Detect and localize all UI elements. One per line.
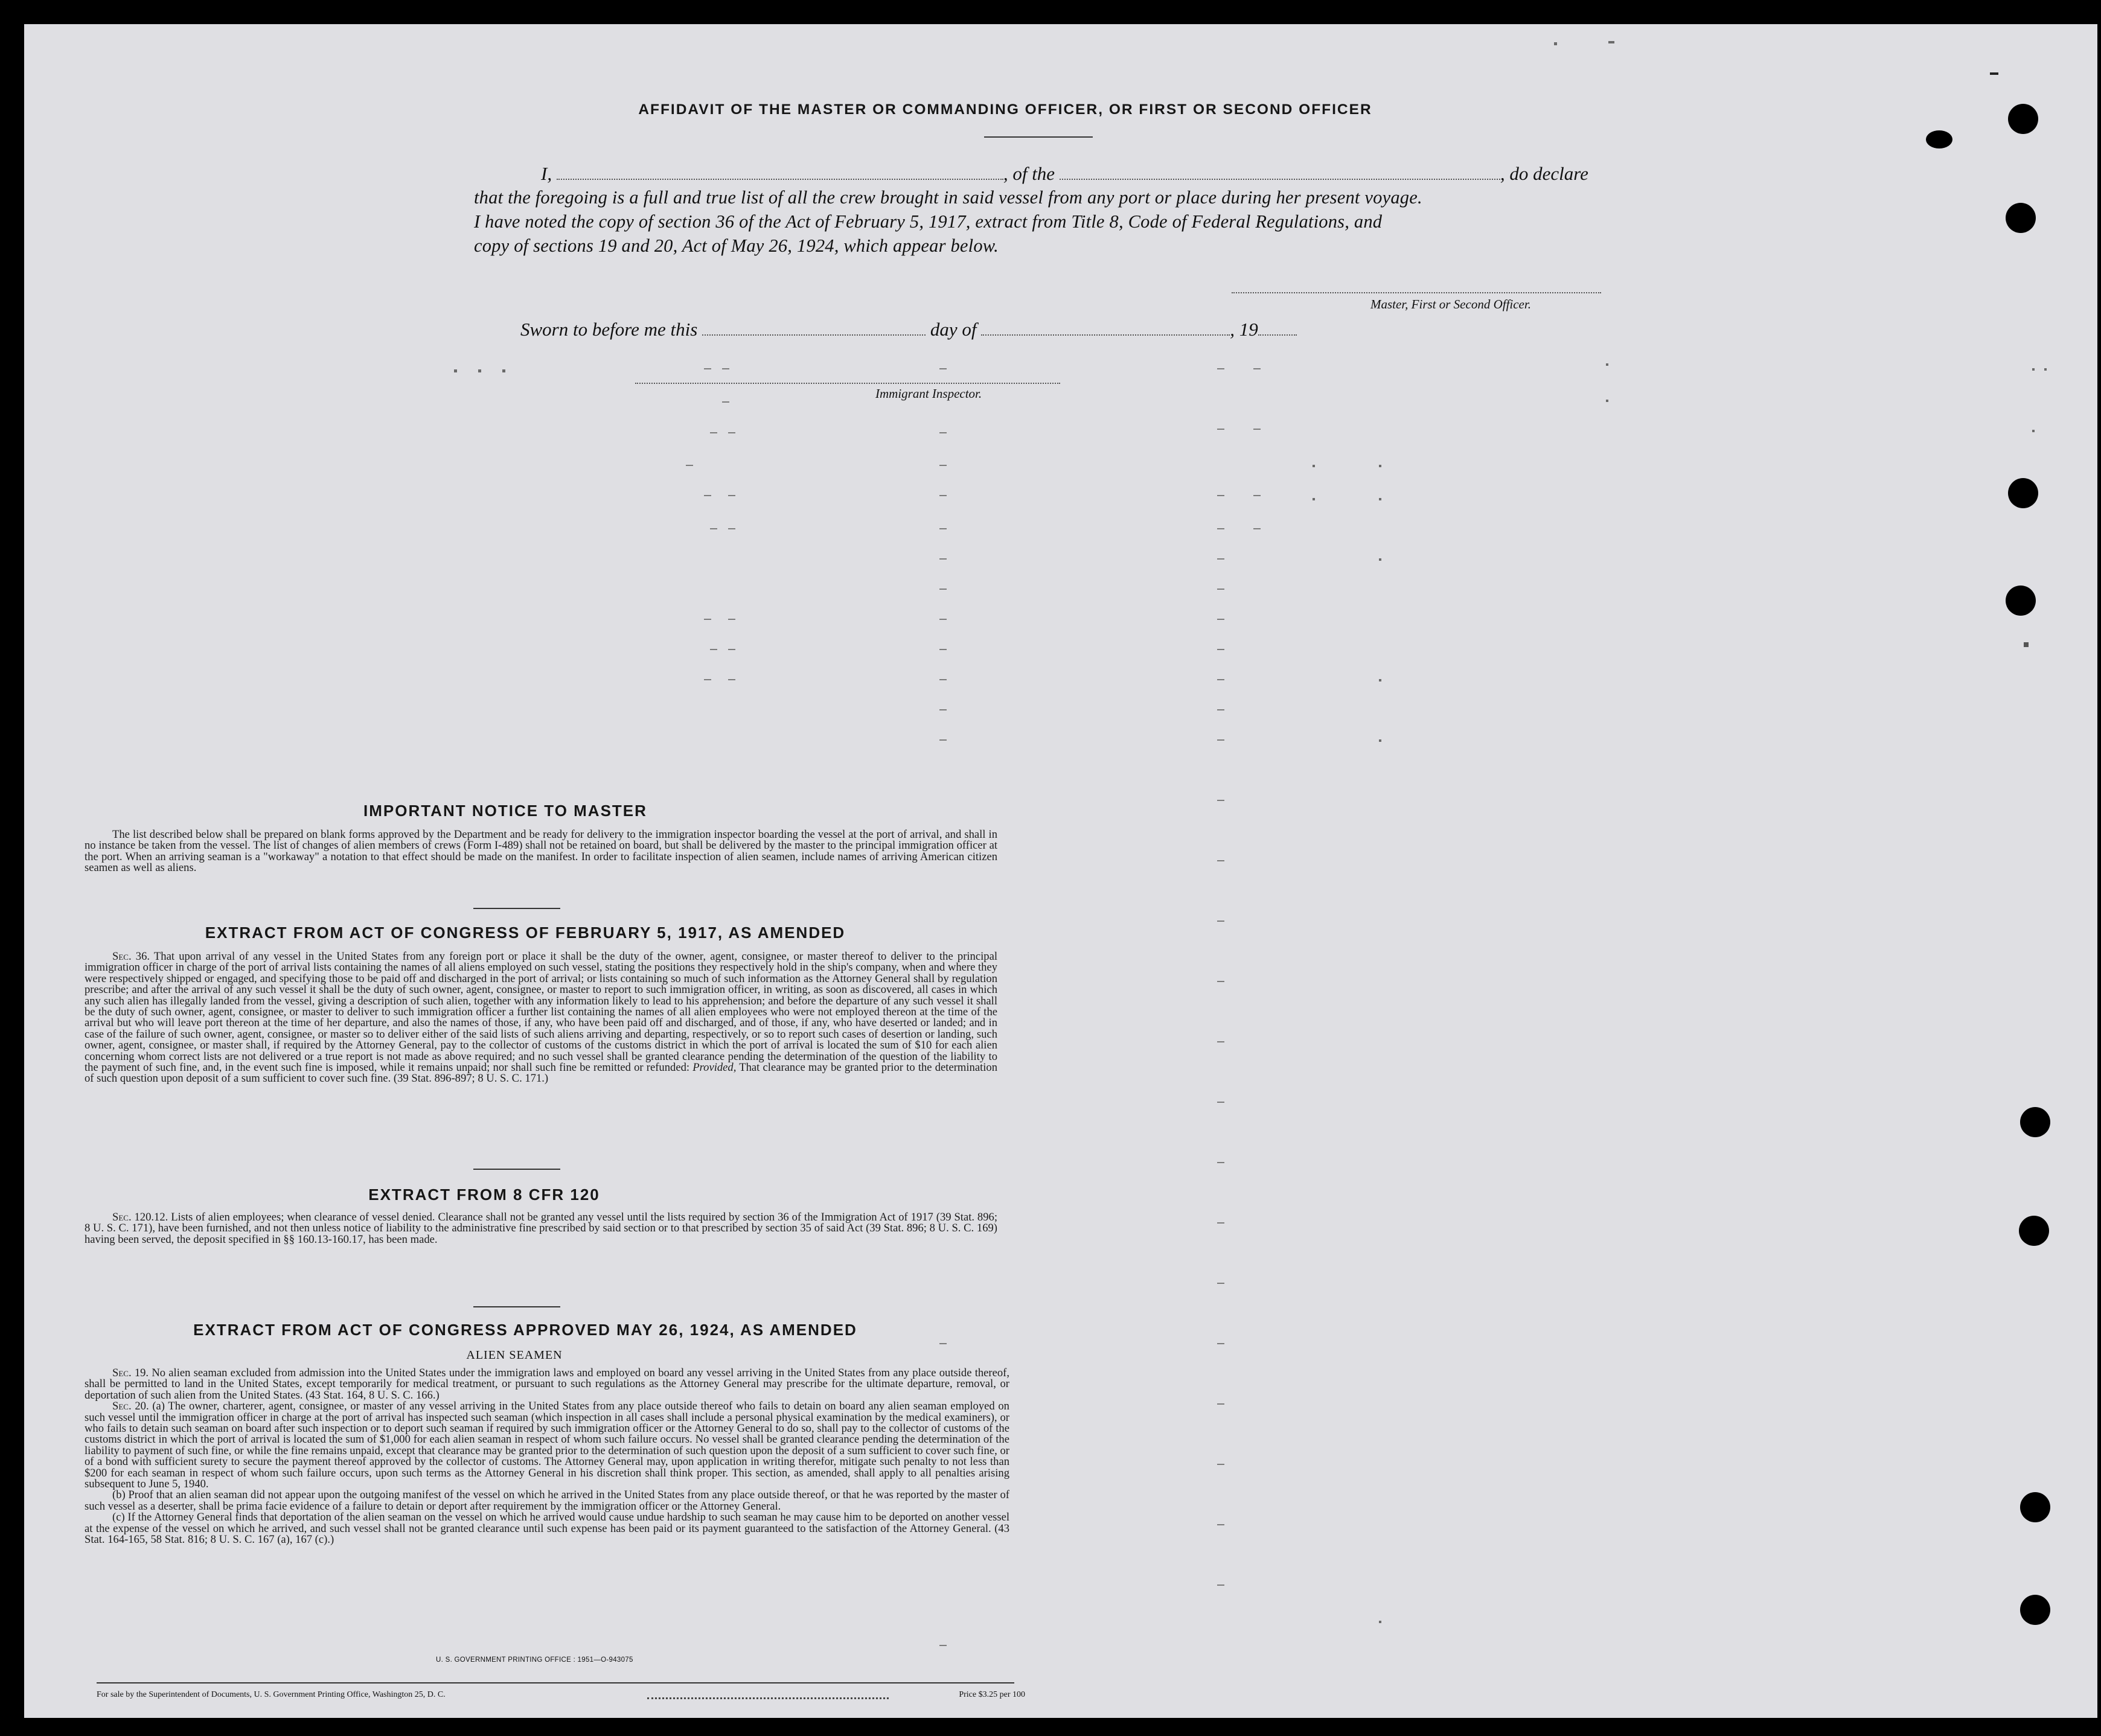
- extract-cfr-text: [85, 1212, 997, 1245]
- notice-rule: [473, 908, 560, 909]
- scan-mark: [1217, 1041, 1224, 1042]
- section-19-paragraph: [85, 1368, 1009, 1401]
- scan-mark: [710, 432, 717, 433]
- section-36-label: Sec. 36.: [112, 950, 150, 963]
- extract-1924-title: EXTRACT FROM ACT OF CONGRESS APPROVED MAY 26, 1924, AS AMENDED: [193, 1321, 857, 1339]
- punch-hole: [2008, 478, 2038, 508]
- scan-mark: [1217, 921, 1224, 922]
- scan-mark: [1217, 1222, 1224, 1224]
- punch-hole: [2006, 203, 2036, 233]
- section-120-12-text: Lists of alien employees; when clearance of vessel denied. Clearance shall not be granted any vessel until the lists required by section 36 of the Immigration Act of 1917 (39 Stat. 896; 8 U. S. C. 171), have been furnished, and not then unless notice of liability to the administrative fine prescribed by said section or to that prescribed by section 35 of said Act (39 Stat. 896; 8 U. S. C. 169) having been served, the deposit specified in §§ 160.13-160.17, has been made.: [85, 1211, 997, 1246]
- section-36-paragraph: [85, 951, 997, 1085]
- scan-mark: [1217, 1524, 1224, 1525]
- sworn-day-of: day of: [930, 319, 977, 340]
- scan-mark: [1217, 589, 1224, 590]
- scan-mark: [1217, 528, 1224, 529]
- sworn-prefix: Sworn to before me this: [520, 319, 698, 340]
- scan-mark: [704, 619, 711, 620]
- scan-mark: [939, 528, 947, 529]
- scan-mark: [1253, 528, 1261, 529]
- punch-hole: [2006, 586, 2036, 616]
- scan-speck: [2032, 368, 2035, 371]
- extract-cfr-title: EXTRACT FROM 8 CFR 120: [368, 1186, 600, 1204]
- scan-mark: [728, 528, 735, 529]
- scan-mark: [939, 495, 947, 496]
- scan-speck: [1606, 363, 1608, 366]
- scan-mark: [939, 589, 947, 590]
- scan-speck: [1379, 1621, 1381, 1623]
- scan-mark: [1217, 1102, 1224, 1103]
- scan-speck: [1379, 558, 1381, 561]
- sworn-year: , 19: [1230, 319, 1258, 340]
- scan-speck: [2044, 368, 2047, 371]
- scan-mark: [1217, 429, 1224, 430]
- scan-mark: [939, 709, 947, 710]
- extract-1917-rule: [473, 1169, 560, 1170]
- scan-mark: [722, 368, 729, 369]
- scan-mark: [939, 619, 947, 620]
- scan-mark: [939, 465, 947, 466]
- scan-speck: [1379, 739, 1381, 742]
- scan-mark: [1217, 1464, 1224, 1465]
- scan-speck: [478, 369, 481, 372]
- section-120-12-label: Sec. 120.12.: [112, 1211, 168, 1224]
- punch-hole-blot: [1926, 130, 1952, 148]
- scan-mark: [1253, 368, 1261, 369]
- scan-mark: [1217, 368, 1224, 369]
- sworn-line: [520, 319, 1366, 340]
- section-19-text: No alien seaman excluded from admission into the United States under the immigration laws and employed on board any vessel arriving in the United States from any place outside thereof, shall be permitted to land in the United States, except temporarily for medical treatment, or pursuant to such regulations as the Attorney General may prescribe for the ultimate departure, removal, or deportation of such alien from the United States. (43 Stat. 164, 8 U. S. C. 166.): [85, 1367, 1009, 1402]
- scan-mark: [939, 739, 947, 741]
- scan-mark: [1217, 1343, 1224, 1344]
- scan-mark: [1253, 429, 1261, 430]
- master-name-blank: [557, 177, 1003, 180]
- scan-mark: [704, 679, 711, 680]
- punch-hole: [2020, 1595, 2050, 1625]
- punch-hole: [2019, 1216, 2049, 1246]
- scan-mark: [939, 679, 947, 680]
- scan-speck: [1379, 679, 1381, 681]
- scan-mark: [1217, 860, 1224, 861]
- section-36-provided: Provided,: [692, 1061, 737, 1074]
- form-sheet: [24, 24, 2097, 1718]
- scan-mark: [710, 649, 717, 650]
- price-note: Price $3.25 per 100: [959, 1690, 1025, 1699]
- sworn-day-blank: [702, 333, 926, 336]
- affidavit-line-2: that the foregoing is a full and true list of all the crew brought in said vessel from any port or place during her present voyage.: [474, 187, 1422, 208]
- scan-speck: [1990, 72, 1998, 75]
- scan-mark: [1217, 981, 1224, 982]
- footer-leader-dots: [647, 1697, 889, 1699]
- printing-office-note: U. S. GOVERNMENT PRINTING OFFICE : 1951—O-943075: [436, 1656, 633, 1664]
- affidavit-declare: , do declare: [1500, 163, 1588, 184]
- scan-mark: [1217, 495, 1224, 496]
- section-20a-text: (a) The owner, charterer, agent, consignee, or master of any vessel arriving in the United States from any place outside thereof who fails to detain on board any alien seaman employed on such vessel until the immigration officer in charge at the port of arrival has inspected such seaman (which inspection in all cases shall include a personal physical examination by the medical examiners), or who fails to detain such seaman on board after such inspection or to deport such seaman if required by such immigration officer or the Attorney General to do so, shall pay to the collector of customs of the customs district in which the port of arrival is located the sum of $1,000 for each alien seaman in respect of whom such failure occurs. No vessel shall be granted clearance pending the determination of the liability to payment of such fine, or while the fine remains unpaid, except that clearance may be granted prior to the determination of such question upon the deposit of a sum sufficient to cover such fine, or of a bond with sufficient surety to secure the payment thereof approved by the collector of customs. The Attorney General may, upon application in writing therefor, mitigate such penalty to not less than $200 for each seaman in respect of whom such failure occurs, upon such terms as the Attorney General in his discretion shall think proper. This section, as amended, shall apply to all penalties arising subsequent to June 5, 1940.: [85, 1400, 1009, 1491]
- section-20c-paragraph: (c) If the Attorney General finds that deportation of the alien seaman on the vessel on which he arrived would cause undue hardship to such seaman he may cause him to be deported on another vessel at the expense of the vessel on which he arrived, and such vessel shall not be granted clearance until such expense has been paid or its payment guaranteed to the satisfaction of the Attorney General. (43 Stat. 164-165, 58 Stat. 816; 8 U. S. C. 167 (a), 167 (c).): [85, 1511, 1009, 1546]
- scan-mark: [704, 495, 711, 496]
- scan-mark: [704, 368, 711, 369]
- section-19-label: Sec. 19.: [112, 1367, 149, 1379]
- scan-mark: [1217, 739, 1224, 741]
- section-120-12-paragraph: [85, 1212, 997, 1245]
- extract-1917-text: [85, 951, 997, 1085]
- scan-speck: [1606, 400, 1608, 402]
- extract-cfr-rule: [473, 1306, 560, 1307]
- punch-hole: [2020, 1107, 2050, 1137]
- section-20-label: Sec. 20.: [112, 1400, 149, 1413]
- notice-title: IMPORTANT NOTICE TO MASTER: [363, 802, 647, 820]
- scan-speck: [1379, 465, 1381, 467]
- scan-mark: [1217, 1584, 1224, 1586]
- affidavit-line-4: copy of sections 19 and 20, Act of May 26, 1924, which appear below.: [474, 235, 999, 256]
- scan-mark: [1217, 800, 1224, 801]
- scan-speck: [2024, 642, 2029, 647]
- scan-speck: [1313, 498, 1315, 500]
- scan-mark: [939, 649, 947, 650]
- section-36-text: That upon arrival of any vessel in the United States from any foreign port or place it shall be the duty of the owner, agent, consignee, or master thereof to deliver to the principal immigration officer in charge of the port of arrival lists containing the names of all aliens employed on such vessel, stating the positions they respectively hold in the ship's company, when and where they were respectively shipped or engaged, and specifying those to be paid off and discharged in the port of arrival; or lists containing so much of such information as the Attorney General shall by regulation prescribe; and after the arrival of any such vessel it shall be the duty of such owner, agent, consignee, or master to report to such immigration officer, in writing, as soon as discovered, all cases in which any such alien has illegally landed from the vessel, giving a description of such alien, together with any information likely to lead to his apprehension; and before the departure of any such vessel it shall be the duty of such owner, agent, consignee, or master to deliver to such immigration officer a further list containing the names of all alien employees who were not employed thereon at the time of the arrival but who will leave port thereon at the time of her departure, and also the names of those, if any, who have been paid off and discharged, and of those, if any, who have deserted or landed; and in case of the failure of such owner, agent, consignee, or master so to deliver either of the said lists of such aliens arriving and departing, respectively, or so to report such cases of desertion or landing, such owner, agent, consignee, or master shall, if required by the Attorney General, pay to the collector of customs of the customs district in which the port of arrival is located the sum of $10 for each alien concerning whom correct lists are not delivered or a true report is not made as above required; and no such vessel shall be granted clearance pending the determination of the question of the liability to the payment of such fine, and, in the event such fine is imposed, while it remains unpaid; nor shall such fine be remitted or refunded:: [85, 950, 997, 1074]
- scan-mark: [728, 432, 735, 433]
- affidavit-title: AFFIDAVIT OF THE MASTER OR COMMANDING OFFICER, OR FIRST OR SECOND OFFICER: [638, 101, 1372, 118]
- footer-rule: [97, 1682, 1014, 1683]
- scan-mark: [722, 401, 729, 403]
- scan-mark: [1217, 1283, 1224, 1284]
- extract-1924-text: [85, 1368, 1009, 1546]
- alien-seamen-subtitle: ALIEN SEAMEN: [466, 1348, 563, 1362]
- scan-mark: [1217, 558, 1224, 560]
- vessel-name-blank: [1060, 177, 1500, 180]
- scan-mark: [1217, 709, 1224, 710]
- affidavit-of-the: , of the: [1003, 163, 1055, 184]
- scan-mark: [728, 679, 735, 680]
- affidavit-line-1: [541, 163, 1628, 185]
- section-20b-paragraph: (b) Proof that an alien seaman did not appear upon the outgoing manifest of the vessel on which he arrived in the United States from any place outside thereof, or that he was reported by the master of such vessel as a deserter, shall be prima facie evidence of a failure to detain or deport after requirement by the immigration officer or the Attorney General.: [85, 1489, 1009, 1513]
- sworn-month-blank: [981, 333, 1230, 336]
- scan-speck: [1313, 465, 1315, 467]
- scan-mark: [1217, 1403, 1224, 1405]
- scan-mark: [710, 528, 717, 529]
- punch-hole: [2020, 1492, 2050, 1522]
- notice-paragraph: The list described below shall be prepared on blank forms approved by the Department and be ready for delivery to the immigration inspector boarding the vessel at the port of arrival, and shall in no instance be taken from the vessel. The list of changes of alien members of crews (Form I-489) shall not be retained on board, but shall be delivered by the master to the principal immigration officer at the port. When an arriving seaman is a "workaway" a notation to that effect should be made on the manifest. In order to facilitate inspection of alien seamen, include names of arriving American citizen seamen as well as aliens.: [85, 828, 997, 875]
- section-36-text-end: That clearance may be granted prior to the determination of such question upon deposit of a sum sufficient to cover such fine. (39 Stat. 896-897; 8 U. S. C. 171.): [85, 1061, 997, 1085]
- scan-mark: [1217, 679, 1224, 680]
- scan-mark: [728, 649, 735, 650]
- affidavit-title-rule: [984, 136, 1093, 138]
- extract-1917-title: EXTRACT FROM ACT OF CONGRESS OF FEBRUARY 5, 1917, AS AMENDED: [205, 924, 846, 942]
- affidavit-line-3: I have noted the copy of section 36 of the Act of February 5, 1917, extract from Title 8, Code of Federal Regulations, and: [474, 211, 1383, 232]
- scan-mark: [1217, 619, 1224, 620]
- section-20a-paragraph: [85, 1401, 1009, 1490]
- scan-mark: [1217, 1162, 1224, 1163]
- notice-text: [85, 829, 997, 874]
- scan-speck: [2032, 430, 2035, 432]
- sworn-year-blank: [1258, 333, 1297, 336]
- scan-mark: [939, 1343, 947, 1344]
- scan-mark: [1253, 495, 1261, 496]
- scan-speck: [502, 369, 505, 372]
- inspector-line: [635, 383, 1060, 384]
- scan-mark: [728, 495, 735, 496]
- inspector-caption: Immigrant Inspector.: [875, 386, 982, 401]
- scan-mark: [939, 432, 947, 433]
- scan-mark: [686, 465, 693, 466]
- scan-mark: [728, 619, 735, 620]
- scan-speck: [1554, 42, 1557, 45]
- scan-speck: [1608, 41, 1614, 43]
- for-sale-note: For sale by the Superintendent of Documents, U. S. Government Printing Office, Washington 25, D. C.: [97, 1690, 446, 1699]
- scan-mark: [939, 1645, 947, 1646]
- signature-caption: Master, First or Second Officer.: [1370, 297, 1531, 311]
- scan-mark: [939, 368, 947, 369]
- scan-speck: [454, 369, 457, 372]
- affidavit-i: I,: [541, 163, 552, 184]
- signature-line: [1232, 292, 1601, 293]
- scan-mark: [1217, 649, 1224, 650]
- scan-speck: [1379, 498, 1381, 500]
- scan-mark: [939, 558, 947, 560]
- punch-hole: [2008, 104, 2038, 134]
